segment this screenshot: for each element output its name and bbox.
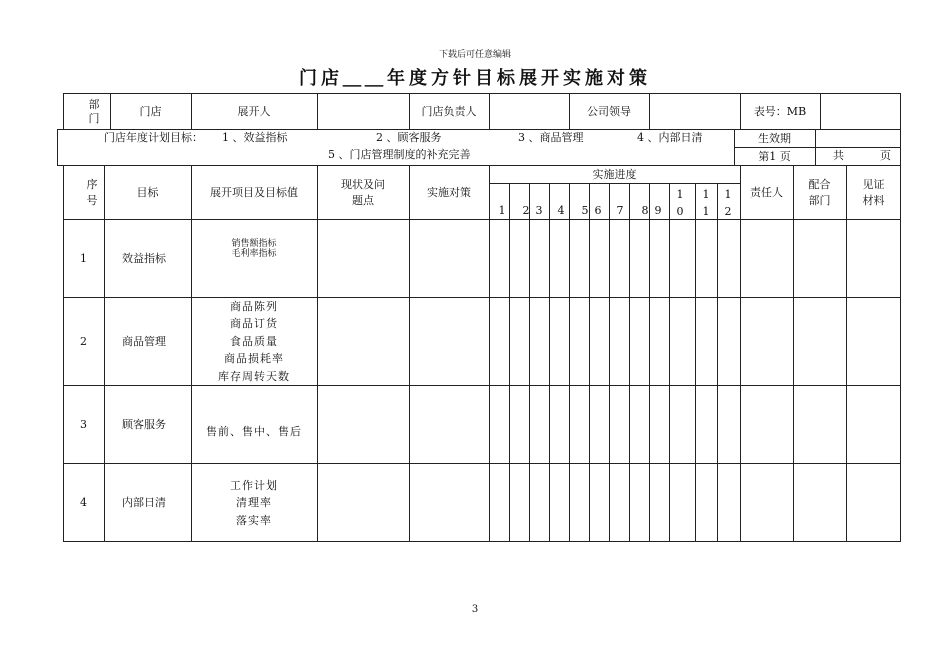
col-target: 目标 <box>136 185 159 199</box>
list-item: 售前、售中、售后 <box>206 425 302 439</box>
row-1-target: 效益指标 <box>122 251 166 265</box>
month-10: 10 <box>676 188 684 218</box>
month-2: 2 <box>522 204 530 217</box>
col-evidence: 见证材料 <box>862 177 885 207</box>
row-2-target: 商品管理 <box>122 334 166 348</box>
month-4: 4 <box>557 204 565 217</box>
total-label-a: 共 <box>833 149 844 162</box>
list-item: 库存周转天数 <box>218 369 290 383</box>
company-leader-label: 公司领导 <box>587 104 631 118</box>
month-1: 1 <box>498 204 506 217</box>
row-4-no: 4 <box>80 495 87 509</box>
dept-label: 部门 <box>88 97 100 125</box>
list-item: 商品陈列 <box>230 299 278 313</box>
month-11: 11 <box>702 188 710 218</box>
goal-2: 2 、顾客服务 <box>376 131 442 144</box>
row-2-items <box>191 298 317 385</box>
col-coop: 配合部门 <box>808 177 831 207</box>
row-1-no: 1 <box>80 251 87 265</box>
month-5: 5 <box>581 204 589 217</box>
form-number: 表号：MB <box>753 104 807 118</box>
col-measures: 实施对策 <box>427 185 471 199</box>
month-8: 8 <box>641 204 649 217</box>
list-item: 销售额指标 <box>231 239 277 249</box>
col-items: 展开项目及目标值 <box>210 185 298 199</box>
month-7: 7 <box>616 204 624 217</box>
total-label-b: 页 <box>880 149 891 162</box>
month-9: 9 <box>654 204 662 217</box>
watermark-text: 下载后可任意编辑 <box>438 50 511 60</box>
main-table <box>63 165 901 542</box>
list-item: 工作计划 <box>230 478 278 492</box>
goal-5: 5 、门店管理制度的补充完善 <box>328 148 471 161</box>
col-status: 现状及问题点 <box>341 177 385 207</box>
list-item: 落实率 <box>236 513 272 527</box>
row-3-no: 3 <box>80 417 87 431</box>
page-number: 3 <box>471 604 479 615</box>
list-item: 清理率 <box>236 496 272 510</box>
list-item: 毛利率指标 <box>231 249 277 259</box>
store-manager-label: 门店负责人 <box>421 104 477 118</box>
row-3-target: 顾客服务 <box>122 417 166 431</box>
goal-4: 4 、内部日清 <box>637 131 703 144</box>
goal-3: 3 、商品管理 <box>518 131 584 144</box>
page-title: 门店＿＿年度方针目标展开实施对策 <box>299 68 651 89</box>
page-label: 第1 页 <box>758 149 791 163</box>
row-4-items <box>191 474 317 532</box>
goal-1: 1 、效益指标 <box>222 131 288 144</box>
month-6: 6 <box>594 204 602 217</box>
row-2-no: 2 <box>80 334 87 348</box>
col-seq: 序号 <box>86 177 98 207</box>
store-label: 门店 <box>139 104 162 118</box>
month-3: 3 <box>535 204 543 217</box>
month-12: 12 <box>724 188 732 218</box>
row-1-items <box>191 238 317 260</box>
col-owner: 责任人 <box>750 185 783 199</box>
effective-period-label: 生效期 <box>758 131 791 145</box>
deployer-label: 展开人 <box>237 104 271 118</box>
list-item: 食品质量 <box>230 334 278 348</box>
row-3-items <box>191 422 317 442</box>
list-item: 商品订货 <box>230 317 278 331</box>
list-item: 商品损耗率 <box>224 352 284 366</box>
row-4-target: 内部日清 <box>122 495 166 509</box>
plan-label: 门店年度计划目标： <box>104 131 203 144</box>
col-progress: 实施进度 <box>592 167 637 181</box>
